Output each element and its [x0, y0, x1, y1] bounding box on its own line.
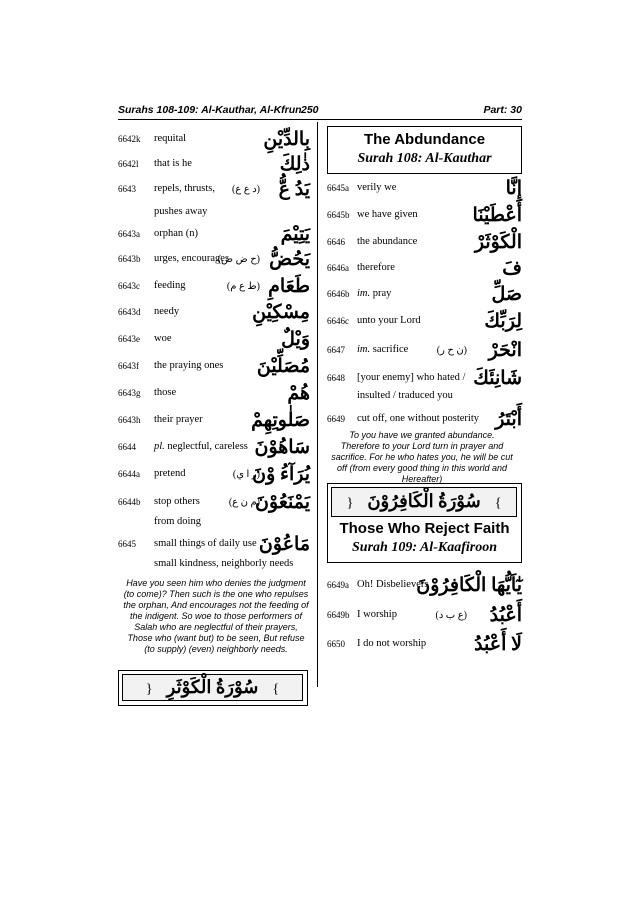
note-line: the indigent. So woe to those performers of: [129, 611, 303, 621]
subline-6648: insulted / traduced you: [357, 390, 453, 401]
entry-number: 6646b: [327, 289, 350, 299]
running-header: [118, 104, 522, 118]
english-gloss: [154, 496, 200, 507]
gloss-text: [your enemy] who hated /: [357, 372, 466, 383]
note-line: sacrifice. For he who hates you, he will be cut: [331, 452, 513, 462]
brace-right: {: [346, 496, 354, 511]
vocab-entry: [118, 250, 310, 272]
arabic-word: فَ: [502, 258, 522, 279]
root-letters: (ح ض ض): [217, 254, 260, 265]
english-gloss: [357, 344, 408, 355]
gloss-text: requital: [154, 133, 187, 144]
entry-number: 6642k: [118, 134, 141, 144]
arabic-word: يُرَآءُ وْنَ: [252, 464, 310, 485]
right-translation-note: [322, 430, 522, 485]
arabic-word: إِنَّا: [505, 178, 522, 199]
arabic-word: مِسْكِيْنِ: [252, 302, 310, 323]
arabic-word: لَا أَعْبُدُ: [474, 634, 522, 655]
arabic-word: صَلٰوتِهِمْ: [251, 410, 310, 431]
column-divider: [317, 122, 318, 687]
english-gloss: [154, 158, 192, 169]
note-line: Therefore to your Lord turn in prayer and: [340, 441, 504, 451]
english-gloss: [154, 280, 186, 291]
root-letters: (ع ب د): [435, 610, 467, 621]
arabic-word: هُمْ: [287, 383, 310, 404]
header-rule: [118, 119, 522, 120]
arabic-word: طَعَامِ: [268, 276, 310, 297]
english-gloss: [154, 538, 257, 549]
arabic-word: مُصَلِّيْنَ: [256, 356, 310, 377]
root-letters: (م ن ع): [228, 497, 260, 508]
english-gloss: [357, 182, 396, 193]
entry-number: 6644: [118, 442, 136, 452]
header-part-number: Part: 30: [483, 104, 522, 116]
vocab-entry: [327, 259, 522, 281]
vocab-entry: [118, 384, 310, 406]
arabic-word: وَيْلٌ: [281, 329, 310, 350]
entry-number: 6643f: [118, 361, 139, 371]
entry-number: 6649a: [327, 580, 349, 590]
vocab-entry: [327, 179, 522, 201]
gloss-text: those: [154, 387, 177, 398]
header-surah-title: Surahs 108-109: Al-Kauthar, Al-Kfrun: [118, 104, 302, 116]
kauthar-surah-banner: [118, 670, 308, 706]
arabic-word: الْكَوْثَرْ: [474, 232, 522, 253]
english-gloss: [357, 262, 395, 273]
vocab-entry: [327, 233, 522, 255]
gloss-text: sacrifice: [372, 344, 409, 355]
english-gloss: [154, 441, 248, 452]
abundance-subtitle: Surah 108: Al-Kauthar: [357, 151, 492, 166]
entry-number: 6650: [327, 639, 345, 649]
gloss-text: woe: [154, 333, 172, 344]
entry-number: 6649b: [327, 610, 350, 620]
vocab-entry: [118, 493, 310, 515]
arabic-word: أَعْبُدُ: [489, 605, 522, 626]
english-gloss: [357, 638, 426, 649]
english-gloss: [357, 288, 391, 299]
gloss-text: small things of daily use: [154, 538, 257, 549]
vocab-entry: [118, 130, 310, 152]
english-gloss: [357, 413, 479, 424]
note-line: To you have we granted abundance.: [349, 430, 495, 440]
note-line: Salah who are neglectful of their prayers,: [134, 622, 298, 632]
note-line: off (from every good thing in this world and: [336, 463, 508, 473]
gloss-text: their prayer: [154, 414, 203, 425]
vocab-entry: [327, 341, 522, 363]
note-line: Have you seen him who denies the judgment: [126, 578, 306, 588]
gloss-text: I worship: [357, 609, 397, 620]
english-gloss: [154, 333, 172, 344]
english-gloss: [154, 468, 186, 479]
vocab-entry: [327, 369, 522, 391]
brace-left: }: [272, 682, 280, 697]
english-gloss: [357, 315, 421, 326]
kauthar-arabic-title: سُوْرَةُ الْكَوْثَرِ: [166, 677, 259, 697]
entry-number: 6648: [327, 373, 345, 383]
entry-number: 6643g: [118, 388, 141, 398]
gloss-text: verily we: [357, 182, 397, 193]
vocab-entry: [118, 155, 310, 177]
brace-left: }: [494, 496, 502, 511]
entry-number: 6646: [327, 237, 345, 247]
arabic-word: ذٰلِكَ: [279, 154, 310, 175]
vocab-entry: [327, 635, 522, 657]
gloss-text: I do not worship: [357, 638, 427, 649]
kafiroon-subtitle: Surah 109: Al-Kaafiroon: [352, 540, 497, 555]
vocab-entry: [118, 438, 310, 460]
vocab-entry: [118, 330, 310, 352]
vocab-entry: [118, 411, 310, 433]
arabic-word: لِرَبِّكَ: [484, 311, 522, 332]
gloss-text: the abundance: [357, 236, 418, 247]
abundance-title-box: [327, 126, 522, 174]
arabic-word: يَتِيْمَ: [280, 224, 310, 245]
vocab-entry: [118, 180, 310, 202]
gloss-text: unto your Lord: [357, 315, 421, 326]
gloss-text: we have given: [357, 209, 418, 220]
gloss-text: Oh! Disbelievers: [357, 579, 429, 590]
root-letters: (ط ع م): [226, 281, 260, 292]
english-gloss: [154, 387, 176, 398]
entry-number: 6647: [327, 345, 345, 355]
left-translation-note: [118, 578, 314, 655]
gloss-text: neglectful, careless: [167, 441, 248, 452]
english-gloss: [357, 609, 397, 620]
english-gloss: [154, 360, 223, 371]
vocab-entry: [118, 303, 310, 325]
gloss-text: pray: [372, 288, 392, 299]
english-gloss: [154, 414, 203, 425]
subline-6644b: from doing: [154, 516, 201, 527]
entry-number: 6646c: [327, 316, 349, 326]
vocab-entry: [118, 277, 310, 299]
gloss-text: that is he: [154, 158, 192, 169]
entry-number: 6645: [118, 539, 136, 549]
vocab-entry: [327, 206, 522, 228]
vocab-entry: [327, 606, 522, 628]
note-line: (to supply) (even) neighborly needs.: [144, 644, 288, 654]
vocab-entry: [118, 465, 310, 487]
note-line: (to come)? Then such is the one who repulses: [123, 589, 309, 599]
entry-number: 6643a: [118, 229, 140, 239]
gloss-text: stop others: [154, 496, 200, 507]
abundance-title: The Abdundance: [363, 131, 486, 148]
gloss-text: needy: [154, 306, 180, 317]
entry-number: 6642l: [118, 159, 139, 169]
entry-number: 6643b: [118, 254, 141, 264]
note-line: the orphan, And encourages not the feeding of: [123, 600, 309, 610]
vocab-entry: [327, 576, 522, 598]
grammar-tag: im.: [357, 344, 371, 355]
arabic-word: مَاعُوْنَ: [258, 534, 310, 555]
vocab-entry: [327, 312, 522, 334]
arabic-word: يَمْنَعُوْنَ: [255, 492, 310, 513]
entry-number: 6643d: [118, 307, 141, 317]
vocab-entry: [118, 535, 310, 557]
gloss-text: repels, thrusts,: [154, 183, 215, 194]
gloss-text: therefore: [357, 262, 395, 273]
vocab-entry: [118, 357, 310, 379]
root-letters: (ر ا ي): [232, 469, 260, 480]
english-gloss: [357, 372, 465, 383]
arabic-word: يَحُضُّ: [269, 249, 310, 270]
entry-number: 6646a: [327, 263, 349, 273]
brace-right: {: [145, 682, 153, 697]
subline-6645: small kindness, neighborly needs: [154, 558, 294, 569]
english-gloss: [357, 236, 417, 247]
arabic-word: شَانِئَكَ: [473, 368, 522, 389]
grammar-tag: pl.: [154, 441, 165, 452]
english-gloss: [154, 133, 186, 144]
gloss-text: orphan (n): [154, 228, 199, 239]
arabic-word: سَاهُوْنَ: [254, 437, 310, 458]
gloss-text: feeding: [154, 280, 186, 291]
root-letters: (ن ح ر): [436, 345, 467, 356]
entry-number: 6643e: [118, 334, 140, 344]
entry-number: 6643c: [118, 281, 140, 291]
arabic-word: انْحَرْ: [488, 340, 522, 361]
note-line: Hereafter): [401, 474, 443, 484]
kafiroon-title-box: [327, 483, 522, 563]
entry-number: 6649: [327, 414, 345, 424]
english-gloss: [357, 209, 418, 220]
entry-number: 6643h: [118, 415, 141, 425]
vocab-entry: [327, 285, 522, 307]
vocab-entry: [327, 410, 522, 432]
arabic-word: بِالدِّيْنِ: [263, 129, 310, 150]
english-gloss: [154, 183, 215, 194]
arabic-word: أَبْتَرُ: [495, 409, 522, 430]
header-page-number: 250: [301, 104, 319, 116]
entry-number: 6645a: [327, 183, 349, 193]
kafiroon-arabic-title: سُوْرَةُ الْكَافِرُوْنَ: [367, 491, 481, 511]
entry-number: 6643: [118, 184, 136, 194]
entry-number: 6645b: [327, 210, 350, 220]
english-gloss: [154, 306, 179, 317]
subline-6643: pushes away: [154, 206, 208, 217]
root-letters: (د ع ع): [231, 184, 260, 195]
gloss-text: pretend: [154, 468, 186, 479]
kafiroon-title: Those Who Reject Faith: [339, 520, 510, 537]
arabic-word: يَدُ عُّ: [278, 179, 310, 200]
gloss-text: the praying ones: [154, 360, 224, 371]
gloss-text: cut off, one without posterity: [357, 413, 479, 424]
arabic-word: أَعْطَيْنَا: [472, 205, 522, 226]
grammar-tag: im.: [357, 288, 371, 299]
english-gloss: [154, 228, 198, 239]
vocab-entry: [118, 225, 310, 247]
note-line: Those who (want but) to be seen, But refuse: [127, 633, 305, 643]
entry-number: 6644b: [118, 497, 141, 507]
arabic-word: صَلِّ: [491, 284, 522, 305]
entry-number: 6644a: [118, 469, 140, 479]
arabic-word: يٰٓاَيُّهَا الْكَافِرُوْنَ: [416, 575, 522, 596]
gloss-text: urges, encourages: [154, 253, 230, 264]
